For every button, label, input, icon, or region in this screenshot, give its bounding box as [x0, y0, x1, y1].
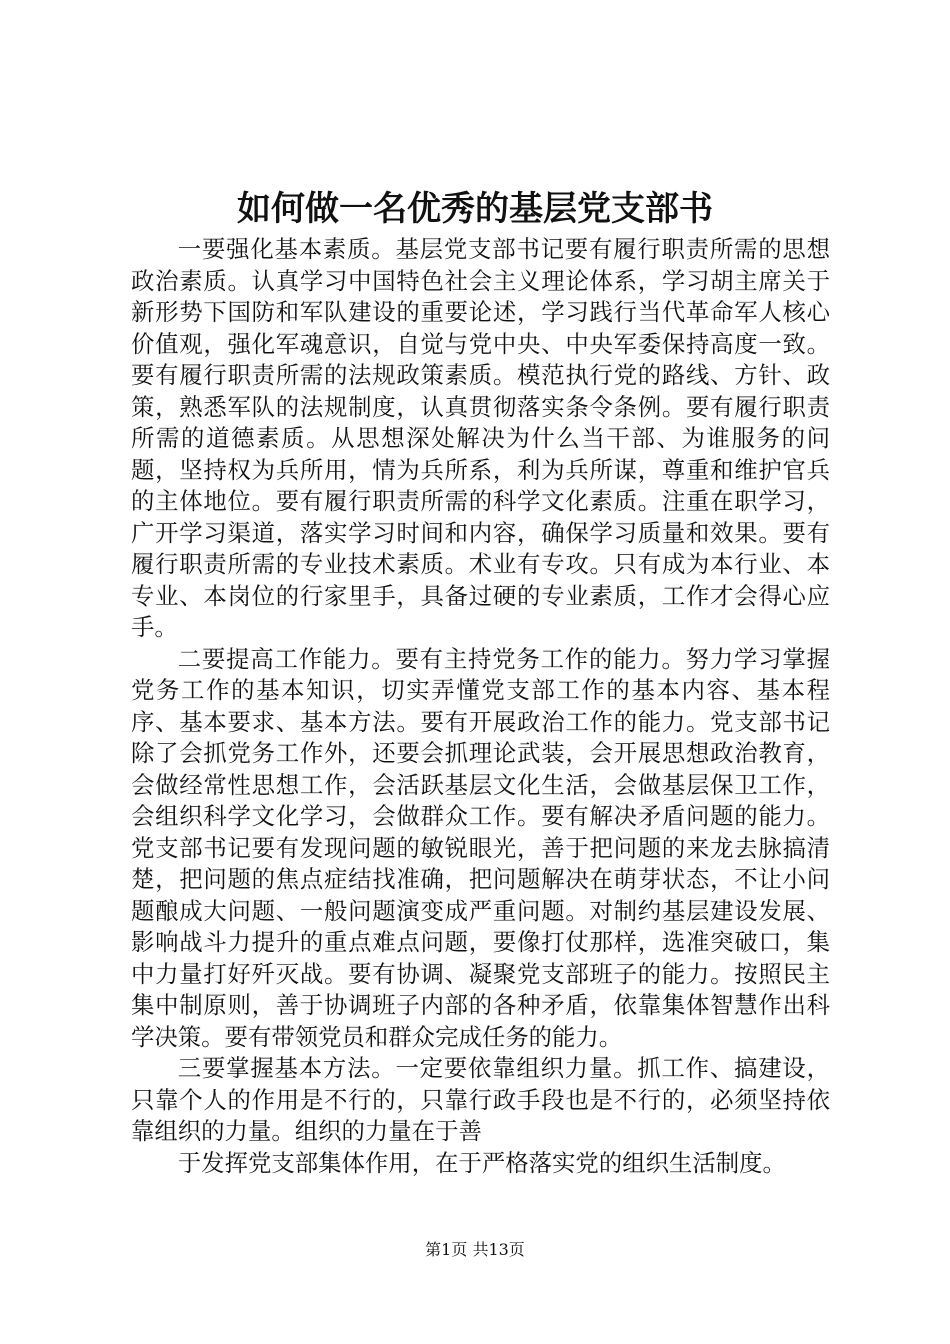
paragraph-3: 三要掌握基本方法。一定要依靠组织力量。抓工作、搞建设，只靠个人的作用是不行的，只靠行政手段也是不行的，必须坚持依靠组织的力量。组织的力量在于善: [131, 1054, 830, 1145]
document-title: 如何做一名优秀的基层党支部书: [237, 189, 713, 229]
paragraph-1: 一要强化基本素质。基层党支部书记要有履行职责所需的思想政治素质。认真学习中国特色社会主义理论体系，学习胡主席关于新形势下国防和军队建设的重要论述，学习践行当代革命军人核心价值观，强化军魂意识，自觉与党中央、中央军委保持高度一致。要有履行职责所需的法规政策素质。模范执行党的路线、方针、政策，熟悉军队的法规制度，认真贯彻落实条令条例。要有履行职责所需的道德素质。从思想深处解决为什么当干部、为谁服务的问题，坚持权为兵所用，情为兵所系，利为兵所谋，尊重和维护官兵的主体地位。要有履行职责所需的科学文化素质。注重在职学习，广开学习渠道，落实学习时间和内容，确保学习质量和效果。要有履行职责所需的专业技术素质。术业有专攻。只有成为本行业、本专业、本岗位的行家里手，具备过硬的专业素质，工作才会得心应手。: [131, 235, 830, 641]
page-number: 第1页 共13页: [425, 1240, 525, 1259]
paragraph-4: 于发挥党支部集体作用，在于严格落实党的组织生活制度。: [177, 1148, 786, 1177]
paragraph-2: 二要提高工作能力。要有主持党务工作的能力。努力学习掌握党务工作的基本知识，切实弄懂党支部工作的基本内容、基本程序、基本要求、基本方法。要有开展政治工作的能力。党支部书记除了会抓党务工作外，还要会抓理论武装，会开展思想政治教育，会做经常性思想工作，会活跃基层文化生活，会做基层保卫工作，会组织科学文化学习，会做群众工作。要有解决矛盾问题的能力。党支部书记要有发现问题的敏锐眼光，善于把问题的来龙去脉搞清楚，把问题的焦点症结找准确，把问题解决在萌芽状态，不让小问题酿成大问题、一般问题演变成严重问题。对制约基层建设发展、影响战斗力提升的重点难点问题，要像打仗那样，选准突破口，集中力量打好歼灭战。要有协调、凝聚党支部班子的能力。按照民主集中制原则，善于协调班子内部的各种矛盾，依靠集体智慧作出科学决策。要有带领党员和群众完成任务的能力。: [131, 644, 830, 1051]
document-body: [131, 234, 830, 1179]
page-footer: [0, 1239, 950, 1261]
